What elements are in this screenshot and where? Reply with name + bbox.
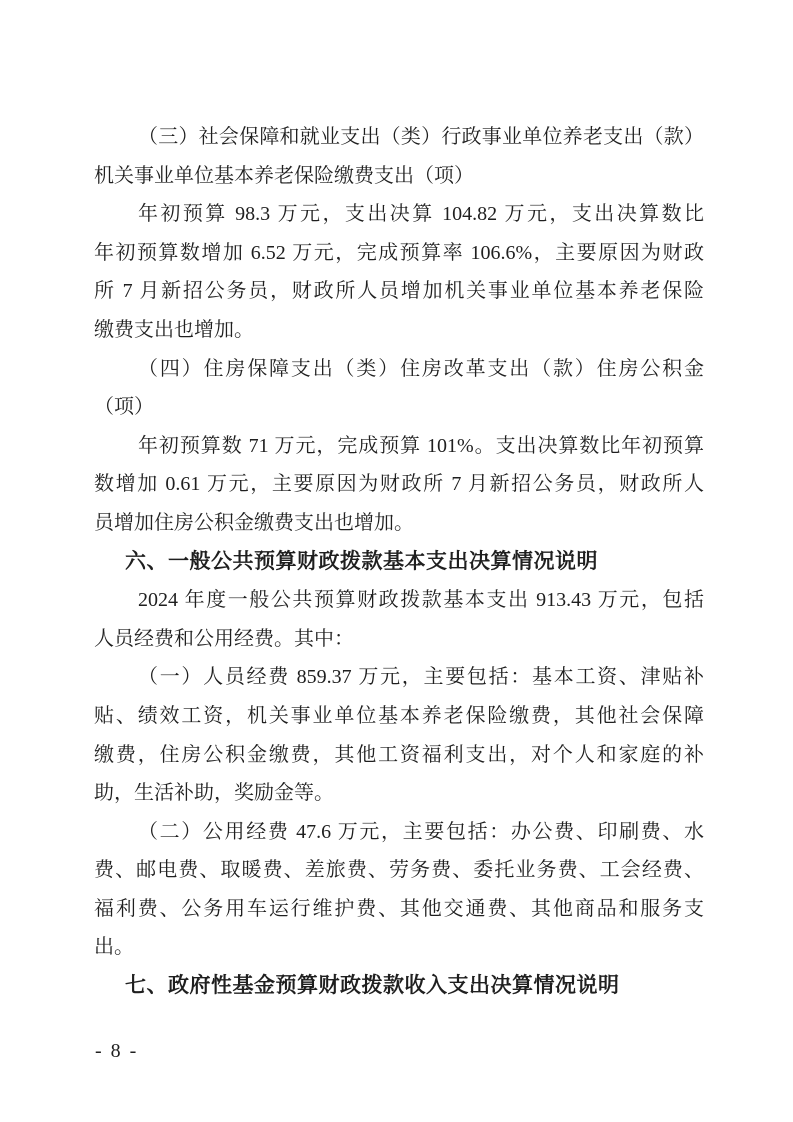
body-line: 机关事业单位基本养老保险缴费支出（项）	[94, 164, 474, 187]
page-number: - 8 -	[95, 1040, 139, 1062]
body-line: （二）公用经费 47.6 万元，主要包括：办公费、印刷费、水	[138, 820, 704, 843]
body-line: 所 7 月新招公务员，财政所人员增加机关事业单位基本养老保险	[94, 280, 704, 303]
body-line: 年初预算数 71 万元，完成预算 101%。支出决算数比年初预算	[138, 434, 704, 457]
body-line: 贴、绩效工资，机关事业单位基本养老保险缴费，其他社会保障	[94, 704, 704, 727]
body-line: 费、邮电费、取暖费、差旅费、劳务费、委托业务费、工会经费、	[94, 859, 704, 882]
body-line: 数增加 0.61 万元，主要原因为财政所 7 月新招公务员，财政所人	[94, 473, 704, 496]
body-line: 人员经费和公用经费。其中：	[94, 627, 354, 650]
body-line: 2024 年度一般公共预算财政拨款基本支出 913.43 万元，包括	[138, 589, 704, 612]
body-line: （四）住房保障支出（类）住房改革支出（款）住房公积金	[138, 357, 704, 380]
body-line: （三）社会保障和就业支出（类）行政事业单位养老支出（款）	[138, 126, 704, 148]
body-line: （一）人员经费 859.37 万元，主要包括：基本工资、津贴补	[138, 666, 704, 689]
body-line: 员增加住房公积金缴费支出也增加。	[94, 511, 414, 534]
body-line: 年初预算数增加 6.52 万元，完成预算率 106.6%，主要原因为财政	[94, 241, 704, 264]
body-line: 缴费支出也增加。	[94, 318, 254, 341]
body-line: 福利费、公务用车运行维护费、其他交通费、其他商品和服务支	[94, 897, 704, 920]
body-line: 出。	[94, 936, 134, 959]
section-heading-7: 七、政府性基金预算财政拨款收入支出决算情况说明	[125, 974, 620, 998]
document-body	[94, 118, 704, 1006]
body-line: 助，生活补助，奖励金等。	[94, 782, 334, 805]
body-line: 年初预算 98.3 万元，支出决算 104.82 万元，支出决算数比	[138, 203, 704, 226]
body-line: （项）	[94, 396, 154, 419]
body-line: 缴费，住房公积金缴费，其他工资福利支出，对个人和家庭的补	[94, 743, 704, 766]
section-heading-6: 六、一般公共预算财政拨款基本支出决算情况说明	[125, 549, 598, 573]
